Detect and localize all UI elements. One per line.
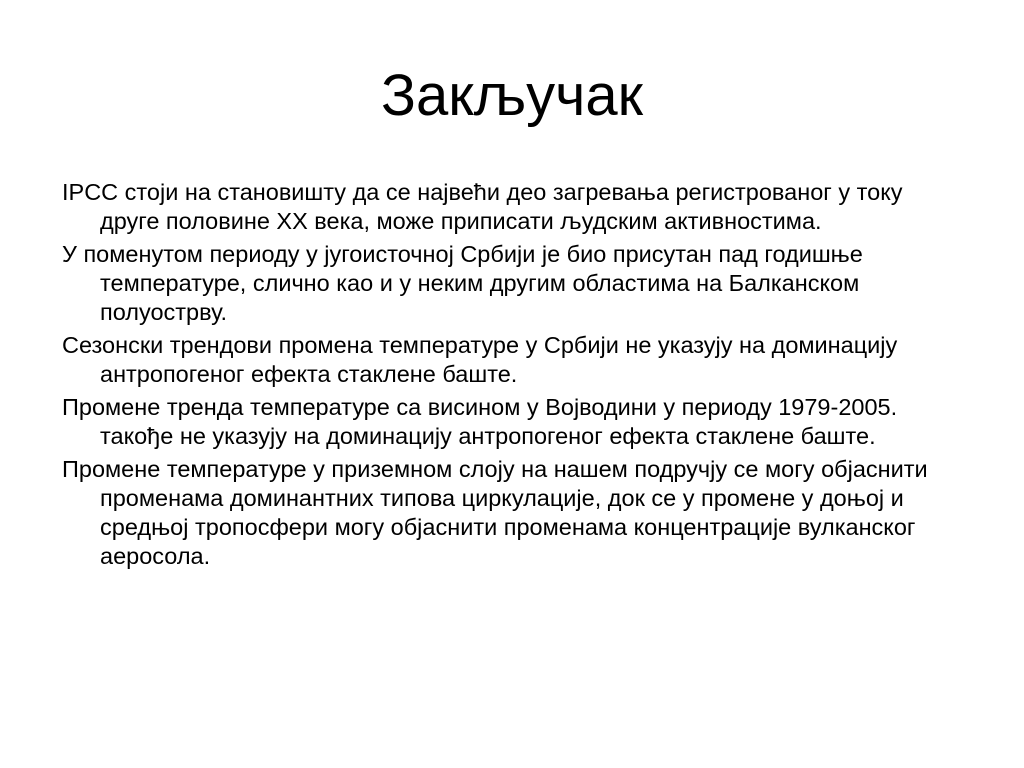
slide-title: Закључак — [380, 63, 644, 128]
bullet-item: Сезонски трендови промена температуре у Србији не указују на доминацију антропогеног ефекта стаклене баште. — [62, 332, 898, 387]
bullet-item: IPCC стоји на становишту да се највећи део загревања регистрованог у току друге половине XX века, може приписати људским активностима. — [62, 179, 903, 234]
bullet-item: Промене температуре у приземном слоју на нашем подручју се могу објаснити променама доминантних типова циркулације, док се у промене у доњој и средњој тропосфери могу објаснити променама концентрације вулканског аеросола. — [62, 456, 928, 569]
bullet-item: Промене тренда температуре са висином у Војводини у периоду 1979-2005. такође не указују на доминацију антропогеног ефекта стаклене баште. — [62, 394, 898, 449]
bullet-item: У поменутом периоду у југоисточној Србији је био присутан пад годишње температуре, слично као и у неким другим областима на Балканском полуострву. — [62, 241, 863, 325]
bullet-list — [62, 178, 962, 575]
